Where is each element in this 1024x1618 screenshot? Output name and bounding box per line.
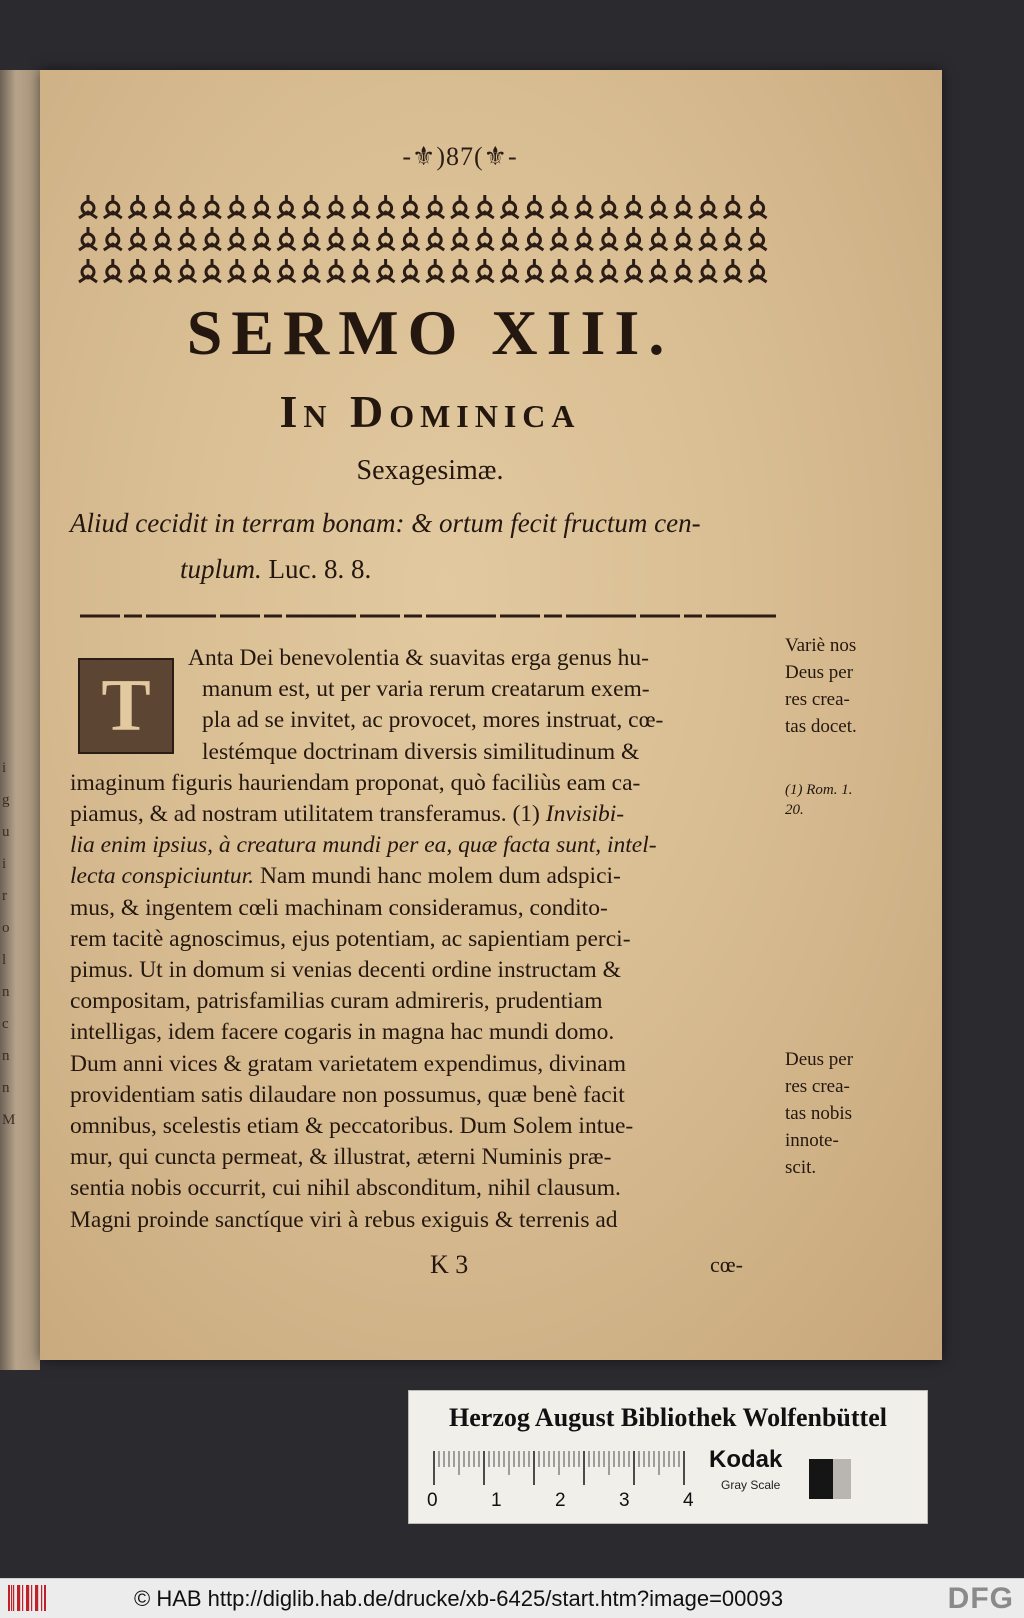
page-number: -⚜)87(⚜- <box>402 142 518 171</box>
strip-glyph: g <box>2 792 10 808</box>
margin-note-line: Deus per <box>785 662 854 683</box>
margin-note-line: res crea- <box>785 1076 850 1097</box>
strip-glyph: n <box>2 984 10 1000</box>
scale-number: 3 <box>619 1490 630 1511</box>
library-name: Herzog August Bibliothek Wolfenbüttel <box>449 1403 887 1432</box>
body-line <box>70 798 624 830</box>
viewer-footer <box>0 1578 1024 1618</box>
decorative-rule <box>80 611 780 621</box>
body-line: sentia nobis occurrit, cui nihil absconditum, nihil clausum. <box>70 1175 621 1202</box>
printers-ornament-band <box>76 190 776 290</box>
strip-glyph: M <box>2 1112 16 1128</box>
scale-number: 1 <box>491 1490 502 1511</box>
strip-glyph: i <box>2 760 7 776</box>
strip-glyph: u <box>2 824 10 840</box>
body-line: omnibus, scelestis etiam & peccatoribus. Dum Solem intue- <box>70 1113 634 1139</box>
margin-note-line: res crea- <box>785 689 850 710</box>
margin-reference-rom <box>785 780 915 820</box>
scripture-quote: Invisibi- <box>545 801 625 827</box>
sermon-title: SERMO XIII. <box>186 297 674 368</box>
body-line: Dum anni vices & gratam varietatem expendimus, divinam <box>70 1050 627 1077</box>
black-swatch <box>809 1459 833 1499</box>
book-page <box>40 70 942 1360</box>
strip-glyph: n <box>2 1080 10 1096</box>
gray-swatch <box>833 1459 851 1499</box>
strip-glyph: c <box>2 1016 9 1032</box>
scale-number: 0 <box>427 1490 438 1511</box>
body-line: pla ad se invitet, ac provocet, mores instruat, cœ- <box>202 707 664 734</box>
body-line: manum est, ut per varia rerum creatarum exem- <box>202 676 650 703</box>
decorated-initial <box>78 658 174 754</box>
margin-note-line: Variè nos <box>785 635 857 656</box>
gray-scale-label: Gray Scale <box>721 1478 781 1492</box>
barcode-icon <box>6 1585 48 1611</box>
body-line: pimus. Ut in domum si venias decenti ordine instructam & <box>70 957 621 983</box>
body-line <box>70 860 621 892</box>
body-line: rem tacitè agnoscimus, ejus potentiam, ac sapientiam perci- <box>70 925 631 952</box>
margin-note-2 <box>785 1046 915 1181</box>
body-line: lia enim ipsius, à creatura mundi per ea, quæ facta sunt, intel- <box>70 832 657 859</box>
epigraph-line-1: Aliud cecidit in terram bonam: & ortum fecit fructum cen- <box>70 508 701 538</box>
kodak-logo: Kodak <box>709 1446 783 1473</box>
body-line: compositam, patrisfamilias curam admireris, prudentiam <box>70 988 603 1015</box>
epigraph-line-2-text: tuplum. <box>180 554 262 584</box>
ruler-scale <box>431 1449 687 1489</box>
strip-glyph: n <box>2 1048 10 1064</box>
margin-note-line: tas nobis <box>785 1103 853 1124</box>
body-line: intelligas, idem facere cogaris in magna hac mundi domo. <box>70 1019 615 1046</box>
body-line-text: piamus, & ad nostram utilitatem transferamus. (1) <box>70 801 546 827</box>
strip-glyph: l <box>2 952 7 968</box>
margin-note-line: (1) Rom. 1. <box>785 782 853 798</box>
adjacent-page-strip <box>0 70 40 1370</box>
signature-mark: K 3 <box>430 1250 469 1279</box>
sermon-occasion: Sexagesimæ. <box>356 455 504 486</box>
scripture-epigraph <box>70 500 800 592</box>
epigraph-reference: Luc. 8. 8. <box>268 554 372 584</box>
initial-letter: T <box>101 665 151 747</box>
library-color-card <box>408 1390 928 1524</box>
copyright-link[interactable]: © HAB http://diglib.hab.de/drucke/xb-6425/start.htm?image=00093 <box>134 1586 784 1611</box>
scripture-quote: lecta conspiciuntur. <box>70 863 255 890</box>
epigraph-line-2 <box>70 546 800 592</box>
body-line: imaginum figuris hauriendam proponat, quò faciliùs eam ca- <box>70 769 641 796</box>
margin-note-line: Deus per <box>785 1049 854 1070</box>
body-line: providentiam satis dilaudare non possumus, quæ benè facit <box>70 1081 625 1108</box>
margin-note-line: tas docet. <box>785 716 857 737</box>
body-line: mus, & ingentem cœli machinam consideramus, condito- <box>70 894 608 921</box>
body-line: lestémque doctrinam diversis similitudinum & <box>202 738 640 765</box>
margin-note-1 <box>785 632 915 740</box>
sermon-subtitle: In Dominica <box>279 386 581 437</box>
strip-glyph: r <box>2 888 7 904</box>
body-line-text: Nam mundi hanc molem dum adspici- <box>254 863 621 890</box>
dfg-logo: DFG <box>947 1582 1014 1615</box>
strip-glyph: o <box>2 920 10 936</box>
body-line: Magni proinde sanctíque viri à rebus exiguis & terrenis ad <box>70 1206 618 1233</box>
scale-number: 4 <box>683 1490 694 1511</box>
body-line: mur, qui cuncta permeat, & illustrat, æterni Numinis præ- <box>70 1144 612 1171</box>
catchword: cœ- <box>710 1252 743 1277</box>
margin-note-line: 20. <box>785 802 804 818</box>
body-line: Anta Dei benevolentia & suavitas erga genus hu- <box>188 645 649 671</box>
strip-glyph: i <box>2 856 7 872</box>
scale-number: 2 <box>555 1490 566 1511</box>
margin-note-line: innote- <box>785 1130 839 1151</box>
margin-note-line: scit. <box>785 1157 817 1178</box>
